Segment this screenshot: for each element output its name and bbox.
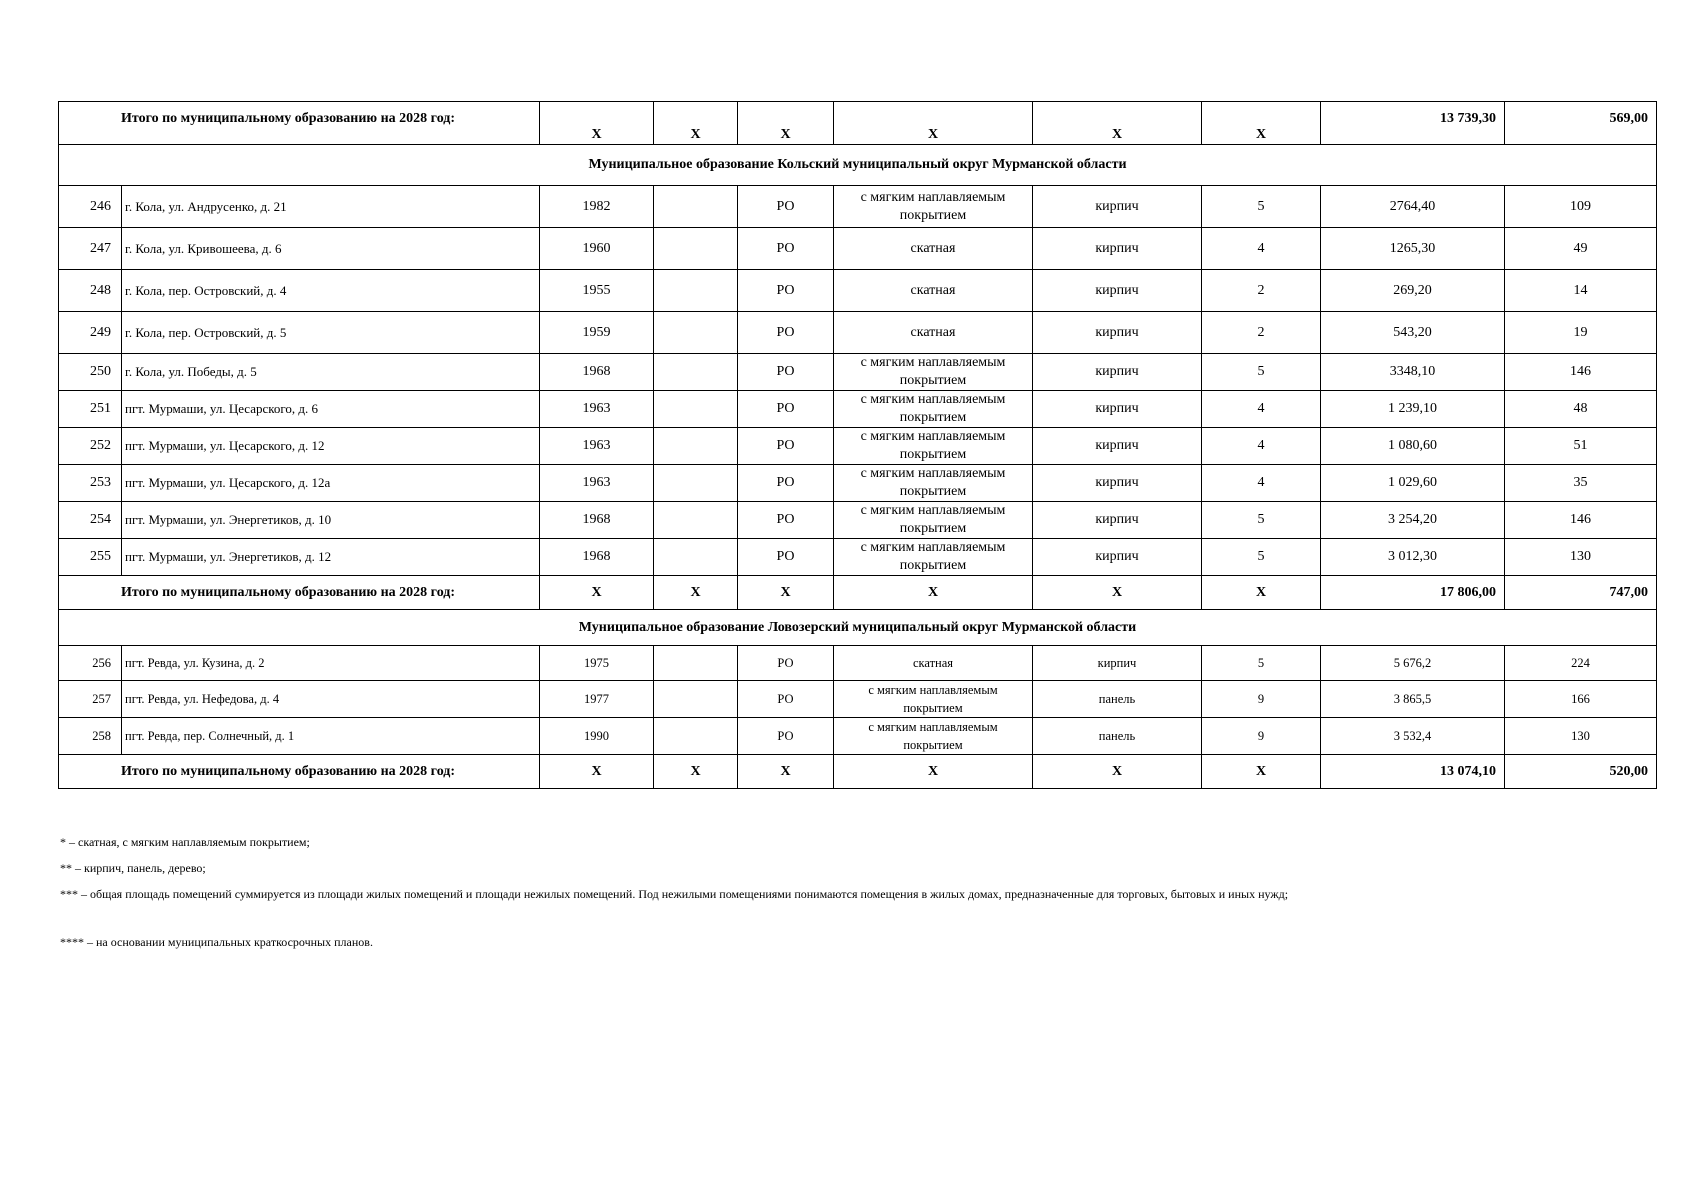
x-mark: Х: [654, 576, 738, 610]
residents-cell: 51: [1505, 428, 1657, 465]
lovozero-total-row: [59, 755, 1657, 789]
row-number: 255: [59, 539, 122, 576]
wall-material-cell: кирпич: [1033, 354, 1202, 391]
x-mark: Х: [654, 102, 738, 145]
roof-type-cell: с мягким наплавляемым покрытием: [834, 465, 1033, 502]
total-area: 13 739,30: [1321, 102, 1505, 145]
address-cell: пгт. Ревда, пер. Солнечный, д. 1: [122, 718, 540, 755]
ro-cell: РО: [738, 502, 834, 539]
empty-cell: [654, 465, 738, 502]
total-label: Итого по муниципальному образованию на 2028 год:: [59, 102, 540, 145]
roof-type-cell: с мягким наплавляемым покрытием: [834, 539, 1033, 576]
floors-cell: 4: [1202, 391, 1321, 428]
empty-cell: [654, 186, 738, 228]
roof-type-cell: с мягким наплавляемым покрытием: [834, 354, 1033, 391]
area-cell: 3 532,4: [1321, 718, 1505, 755]
empty-cell: [654, 681, 738, 718]
residents-cell: 109: [1505, 186, 1657, 228]
year-cell: 1960: [540, 228, 654, 270]
year-cell: 1955: [540, 270, 654, 312]
floors-cell: 5: [1202, 502, 1321, 539]
year-cell: 1968: [540, 539, 654, 576]
address-cell: г. Кола, ул. Победы, д. 5: [122, 354, 540, 391]
wall-material-cell: кирпич: [1033, 391, 1202, 428]
empty-cell: [654, 718, 738, 755]
ro-cell: РО: [738, 354, 834, 391]
table-row: [59, 270, 1657, 312]
municipality-heading: Муниципальное образование Кольский муниципальный округ Мурманской области: [59, 145, 1657, 186]
year-cell: 1963: [540, 465, 654, 502]
roof-type-cell: с мягким наплавляемым покрытием: [834, 391, 1033, 428]
x-mark: Х: [540, 102, 654, 145]
address-cell: пгт. Мурмаши, ул. Цесарского, д. 12: [122, 428, 540, 465]
x-mark: Х: [738, 102, 834, 145]
table-row: [59, 646, 1657, 681]
row-number: 256: [59, 646, 122, 681]
ro-cell: РО: [738, 391, 834, 428]
row-number: 253: [59, 465, 122, 502]
footnote-total-area: *** – общая площадь помещений суммируется из площади жилых помещений и площади нежилых помещений. Под нежилыми помещениями понимаются помещения в жилых домах, предназначенные для торговых, бытовых и иных нужд;: [60, 887, 1289, 901]
year-cell: 1975: [540, 646, 654, 681]
floors-cell: 5: [1202, 539, 1321, 576]
area-cell: 1265,30: [1321, 228, 1505, 270]
footnote-wall-materials: ** – кирпич, панель, дерево;: [60, 861, 206, 875]
floors-cell: 2: [1202, 312, 1321, 354]
row-number: 247: [59, 228, 122, 270]
residents-cell: 146: [1505, 502, 1657, 539]
address-cell: пгт. Мурмаши, ул. Энергетиков, д. 10: [122, 502, 540, 539]
address-cell: пгт. Ревда, ул. Нефедова, д. 4: [122, 681, 540, 718]
table-row: [59, 502, 1657, 539]
empty-cell: [654, 312, 738, 354]
wall-material-cell: кирпич: [1033, 502, 1202, 539]
residents-cell: 146: [1505, 354, 1657, 391]
roof-type-cell: с мягким наплавляемым покрытием: [834, 186, 1033, 228]
kola-total-row: [59, 576, 1657, 610]
wall-material-cell: панель: [1033, 681, 1202, 718]
year-cell: 1990: [540, 718, 654, 755]
total-residents: 569,00: [1505, 102, 1657, 145]
table-row: [59, 718, 1657, 755]
row-number: 258: [59, 718, 122, 755]
address-cell: г. Кола, пер. Островский, д. 5: [122, 312, 540, 354]
empty-cell: [654, 502, 738, 539]
wall-material-cell: кирпич: [1033, 228, 1202, 270]
year-cell: 1963: [540, 391, 654, 428]
ro-cell: РО: [738, 718, 834, 755]
x-mark: Х: [1202, 755, 1321, 789]
previous-total-row: [59, 102, 1657, 145]
x-mark: Х: [1033, 102, 1202, 145]
empty-cell: [654, 646, 738, 681]
floors-cell: 5: [1202, 354, 1321, 391]
table-row: [59, 391, 1657, 428]
empty-cell: [654, 228, 738, 270]
table-row: [59, 465, 1657, 502]
footnote-roof-types: * – скатная, с мягким наплавляемым покрытием;: [60, 835, 310, 849]
total-area: 13 074,10: [1321, 755, 1505, 789]
table-row: [59, 312, 1657, 354]
year-cell: 1982: [540, 186, 654, 228]
address-cell: пгт. Мурмаши, ул. Цесарского, д. 6: [122, 391, 540, 428]
ro-cell: РО: [738, 465, 834, 502]
x-mark: Х: [738, 576, 834, 610]
floors-cell: 2: [1202, 270, 1321, 312]
ro-cell: РО: [738, 312, 834, 354]
address-cell: пгт. Мурмаши, ул. Цесарского, д. 12а: [122, 465, 540, 502]
x-mark: Х: [834, 576, 1033, 610]
footnotes: [60, 834, 1650, 960]
area-cell: 3 865,5: [1321, 681, 1505, 718]
ro-cell: РО: [738, 681, 834, 718]
row-number: 248: [59, 270, 122, 312]
residents-cell: 130: [1505, 539, 1657, 576]
roof-type-cell: с мягким наплавляемым покрытием: [834, 502, 1033, 539]
x-mark: Х: [834, 755, 1033, 789]
residents-cell: 19: [1505, 312, 1657, 354]
x-mark: Х: [1033, 755, 1202, 789]
roof-type-cell: скатная: [834, 270, 1033, 312]
table-body: [59, 102, 1657, 789]
floors-cell: 9: [1202, 718, 1321, 755]
residents-cell: 49: [1505, 228, 1657, 270]
empty-cell: [654, 539, 738, 576]
table-row: [59, 354, 1657, 391]
row-number: 246: [59, 186, 122, 228]
floors-cell: 4: [1202, 465, 1321, 502]
footnote-short-term-plans: **** – на основании муниципальных краткосрочных планов.: [60, 935, 373, 949]
wall-material-cell: кирпич: [1033, 646, 1202, 681]
wall-material-cell: кирпич: [1033, 270, 1202, 312]
residents-cell: 224: [1505, 646, 1657, 681]
roof-type-cell: с мягким наплавляемым покрытием: [834, 681, 1033, 718]
area-cell: 1 239,10: [1321, 391, 1505, 428]
floors-cell: 4: [1202, 228, 1321, 270]
ro-cell: РО: [738, 186, 834, 228]
residents-cell: 14: [1505, 270, 1657, 312]
municipality-row-kola: [59, 145, 1657, 186]
address-cell: пгт. Мурмаши, ул. Энергетиков, д. 12: [122, 539, 540, 576]
ro-cell: РО: [738, 270, 834, 312]
floors-cell: 5: [1202, 186, 1321, 228]
floors-cell: 4: [1202, 428, 1321, 465]
row-number: 251: [59, 391, 122, 428]
area-cell: 269,20: [1321, 270, 1505, 312]
ro-cell: РО: [738, 428, 834, 465]
wall-material-cell: кирпич: [1033, 312, 1202, 354]
empty-cell: [654, 428, 738, 465]
roof-type-cell: скатная: [834, 312, 1033, 354]
x-mark: Х: [654, 755, 738, 789]
floors-cell: 5: [1202, 646, 1321, 681]
x-mark: Х: [738, 755, 834, 789]
total-area: 17 806,00: [1321, 576, 1505, 610]
empty-cell: [654, 354, 738, 391]
wall-material-cell: кирпич: [1033, 428, 1202, 465]
x-mark: Х: [1033, 576, 1202, 610]
wall-material-cell: кирпич: [1033, 539, 1202, 576]
ro-cell: РО: [738, 539, 834, 576]
residents-cell: 35: [1505, 465, 1657, 502]
wall-material-cell: кирпич: [1033, 186, 1202, 228]
total-label: Итого по муниципальному образованию на 2028 год:: [59, 755, 540, 789]
ro-cell: РО: [738, 646, 834, 681]
address-cell: г. Кола, пер. Островский, д. 4: [122, 270, 540, 312]
area-cell: 3 012,30: [1321, 539, 1505, 576]
x-mark: Х: [540, 576, 654, 610]
roof-type-cell: скатная: [834, 228, 1033, 270]
residents-cell: 166: [1505, 681, 1657, 718]
floors-cell: 9: [1202, 681, 1321, 718]
total-residents: 747,00: [1505, 576, 1657, 610]
x-mark: Х: [834, 102, 1033, 145]
table-row: [59, 539, 1657, 576]
table-row: [59, 428, 1657, 465]
table-row: [59, 228, 1657, 270]
address-cell: г. Кола, ул. Кривошеева, д. 6: [122, 228, 540, 270]
area-cell: 3 254,20: [1321, 502, 1505, 539]
total-residents: 520,00: [1505, 755, 1657, 789]
row-number: 249: [59, 312, 122, 354]
capital-repair-table: [58, 101, 1657, 789]
municipality-row-lovozero: [59, 610, 1657, 646]
roof-type-cell: с мягким наплавляемым покрытием: [834, 428, 1033, 465]
row-number: 252: [59, 428, 122, 465]
row-number: 257: [59, 681, 122, 718]
empty-cell: [654, 270, 738, 312]
area-cell: 5 676,2: [1321, 646, 1505, 681]
year-cell: 1977: [540, 681, 654, 718]
area-cell: 1 080,60: [1321, 428, 1505, 465]
area-cell: 2764,40: [1321, 186, 1505, 228]
address-cell: г. Кола, ул. Андрусенко, д. 21: [122, 186, 540, 228]
area-cell: 543,20: [1321, 312, 1505, 354]
table-row: [59, 186, 1657, 228]
roof-type-cell: с мягким наплавляемым покрытием: [834, 718, 1033, 755]
year-cell: 1968: [540, 502, 654, 539]
residents-cell: 130: [1505, 718, 1657, 755]
year-cell: 1963: [540, 428, 654, 465]
area-cell: 3348,10: [1321, 354, 1505, 391]
wall-material-cell: кирпич: [1033, 465, 1202, 502]
municipality-heading: Муниципальное образование Ловозерский муниципальный округ Мурманской области: [59, 610, 1657, 646]
x-mark: Х: [1202, 102, 1321, 145]
address-cell: пгт. Ревда, ул. Кузина, д. 2: [122, 646, 540, 681]
year-cell: 1968: [540, 354, 654, 391]
x-mark: Х: [1202, 576, 1321, 610]
ro-cell: РО: [738, 228, 834, 270]
wall-material-cell: панель: [1033, 718, 1202, 755]
x-mark: Х: [540, 755, 654, 789]
area-cell: 1 029,60: [1321, 465, 1505, 502]
year-cell: 1959: [540, 312, 654, 354]
table-row: [59, 681, 1657, 718]
residents-cell: 48: [1505, 391, 1657, 428]
total-label: Итого по муниципальному образованию на 2028 год:: [59, 576, 540, 610]
row-number: 250: [59, 354, 122, 391]
empty-cell: [654, 391, 738, 428]
roof-type-cell: скатная: [834, 646, 1033, 681]
row-number: 254: [59, 502, 122, 539]
